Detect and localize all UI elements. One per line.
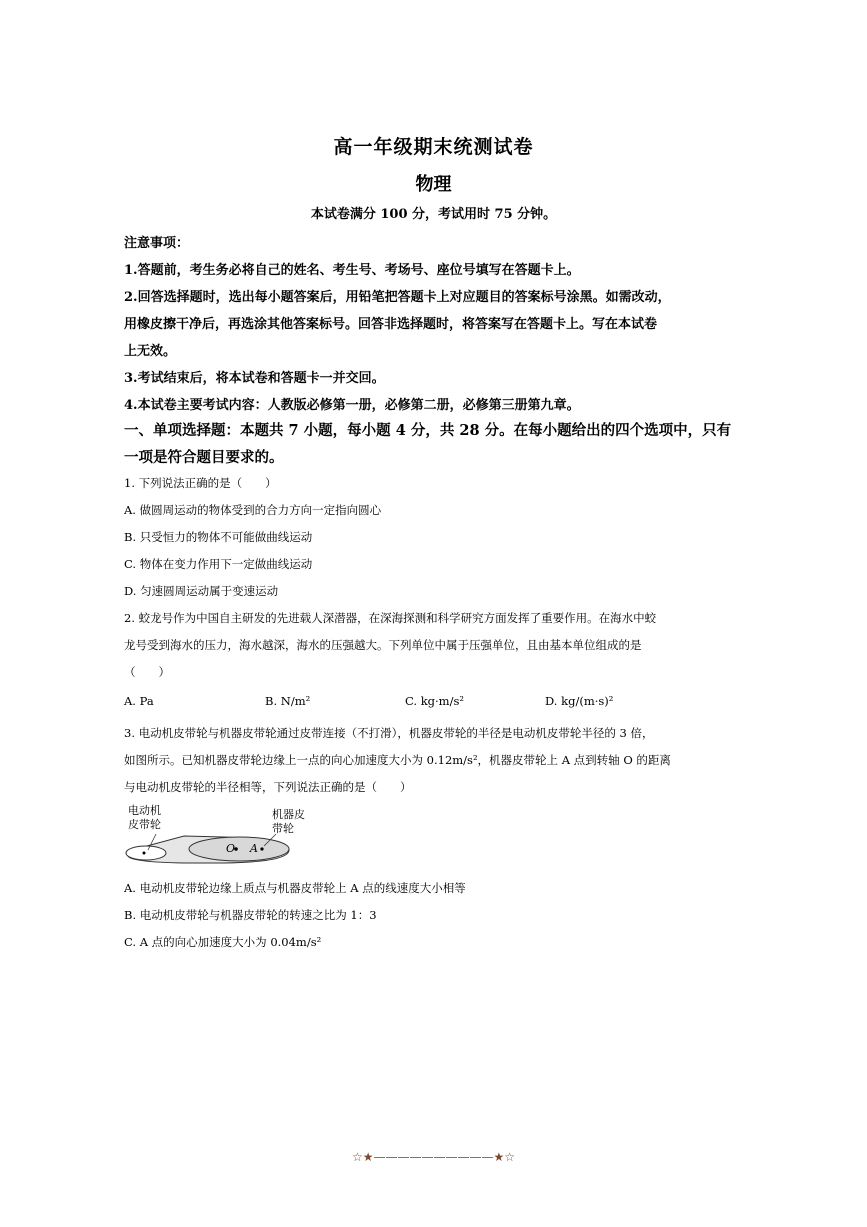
section-1-heading-line1: 一、单项选择题：本题共 7 小题，每小题 4 分，共 28 分。在每小题给出的四个选项中，只有 [124,422,732,439]
label-point-a: A [250,842,258,855]
question-1-option-d: D. 匀速圆周运动属于变速运动 [124,584,279,598]
question-3-option-b: B. 电动机皮带轮与机器皮带轮的转速之比为 1：3 [124,908,377,922]
motor-pulley-axis [143,852,146,855]
notes-item-4: 4.本试卷主要考试内容：人教版必修第一册，必修第二册，必修第三册第九章。 [124,398,580,413]
question-3-line1: 3. 电动机皮带轮与机器皮带轮通过皮带连接（不打滑），机器皮带轮的半径是电动机皮带轮半径的 3 倍， [124,726,654,740]
question-2-option-c: C. kg·m/s² [405,694,464,708]
question-2-line2: 龙号受到海水的压力，海水越深，海水的压强越大。下列单位中属于压强单位，且由基本单位组成的是 [124,638,642,652]
point-a-dot [260,847,263,850]
motor-pulley-shape [126,846,166,860]
question-3-option-c: C. A 点的向心加速度大小为 0.04m/s² [124,935,322,949]
notes-item-2-line3: 上无效。 [124,344,177,359]
belt-pulley-figure [124,804,305,866]
notes-item-2-line1: 2.回答选择题时，选出每小题答案后，用铅笔把答题卡上对应题目的答案标号涂黑。如需改动， [124,290,671,305]
notes-item-1: 1.答题前，考生务必将自己的姓名、考生号、考场号、座位号填写在答题卡上。 [124,263,580,278]
question-2-line3: （ ） [124,665,170,679]
label-motor-pulley: 电动机 皮带轮 [128,804,161,831]
question-2-option-b: B. N/m² [265,694,311,708]
question-3-option-a: A. 电动机皮带轮边缘上质点与机器皮带轮上 A 点的线速度大小相等 [124,881,466,895]
question-2-line1: 2. 蛟龙号作为中国自主研发的先进载人深潜器，在深海探测和科学研究方面发挥了重要作用。在海水中蛟 [124,611,657,625]
section-1-heading-line2: 一项是符合题目要求的。 [124,449,284,466]
question-2-option-a: A. Pa [124,694,154,708]
question-1-stem: 1. 下列说法正确的是（ ） [124,476,277,490]
machine-pulley-shape [189,837,289,861]
question-3-line2: 如图所示。已知机器皮带轮边缘上一点的向心加速度大小为 0.12m/s²，机器皮带轮上 A 点到转轴 O 的距离 [124,753,671,767]
question-1-option-c: C. 物体在变力作用下一定做曲线运动 [124,557,313,571]
exam-subject: 物理 [415,174,452,195]
question-3-line3: 与电动机皮带轮的半径相等，下列说法正确的是（ ） [124,780,412,794]
question-1-option-b: B. 只受恒力的物体不可能做曲线运动 [124,530,313,544]
label-point-o: O [226,842,236,855]
question-2-option-d: D. kg/(m·s)² [545,694,614,708]
notes-heading: 注意事项： [124,236,190,251]
page-footer: ☆★——————————★☆ [351,1150,516,1164]
notes-item-2-line2: 用橡皮擦干净后，再选涂其他答案标号。回答非选择题时，将答案写在答题卡上。写在本试卷 [124,317,658,332]
label-machine-pulley: 机器皮 带轮 [272,808,305,835]
question-1-option-a: A. 做圆周运动的物体受到的合力方向一定指向圆心 [124,503,382,517]
exam-info: 本试卷满分 100 分，考试用时 75 分钟。 [310,207,557,222]
notes-item-3: 3.考试结束后，将本试卷和答题卡一并交回。 [124,371,385,386]
exam-title: 高一年级期末统测试卷 [333,136,534,158]
